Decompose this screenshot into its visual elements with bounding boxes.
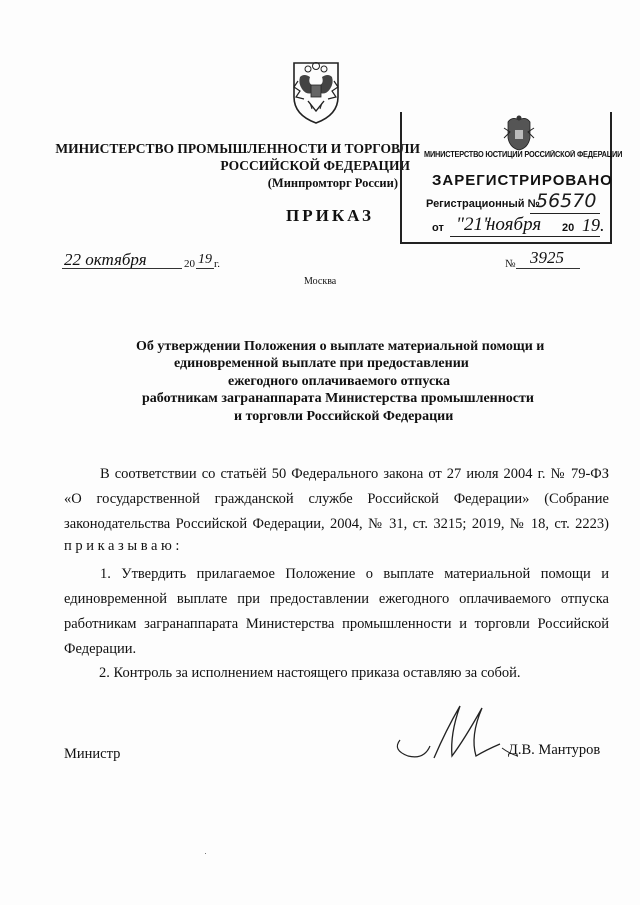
stamp-ministry: МИНИСТЕРСТВО ЮСТИЦИИ РОССИЙСКОЙ ФЕДЕРАЦИИ xyxy=(424,150,623,159)
order-title: ПРИКАЗ xyxy=(286,206,374,225)
ministry-name: МИНИСТЕРСТВО ПРОМЫШЛЕННОСТИ И ТОРГОВЛИ xyxy=(55,141,420,156)
paragraph-line: «О государственной гражданской службе Российской Федерации» (Собрание xyxy=(64,491,609,507)
subject-line: Об утверждении Положения о выплате материальной помощи и xyxy=(136,339,545,354)
ministry-short-name: (Минпромторг России) xyxy=(267,176,398,190)
paragraph-line: работникам загранаппарата Министерства промышленности и торговли Российской xyxy=(64,616,609,632)
date-underline xyxy=(62,268,182,269)
year-underline xyxy=(196,268,214,269)
stamp-registered-label: ЗАРЕГИСТРИРОВАНО xyxy=(432,172,613,189)
registration-stamp xyxy=(400,112,623,244)
minister-title: Министр xyxy=(64,746,121,762)
order-word: приказываю: xyxy=(64,538,184,554)
order-year-handwritten: 19 xyxy=(198,252,212,267)
paragraph-line: В соответствии со статьёй 50 Федерального закона от 27 июля 2004 г. № 79-ФЗ xyxy=(100,466,609,482)
stamp-date-month: ноября xyxy=(486,214,542,235)
order-year-prefix: 20 xyxy=(184,258,195,270)
preamble-paragraph xyxy=(64,462,609,537)
subject-line: и торговли Российской Федерации xyxy=(234,409,454,424)
scan-speck xyxy=(205,853,206,854)
stamp-date-year: 19. xyxy=(582,215,605,235)
order-number-label: № xyxy=(505,258,516,270)
stamp-date-label: от xyxy=(432,222,444,234)
subject-line: единовременной выплате при предоставлении xyxy=(174,356,469,371)
stamp-reg-label: Регистрационный № xyxy=(426,198,540,210)
paragraph-line: законодательства Российской Федерации, 2004, № 31, ст. 3215; 2019, № 18, ст. 2223) xyxy=(64,516,609,532)
stamp-date-day: "21" xyxy=(456,214,491,235)
order-number: 3925 xyxy=(530,248,564,267)
city-name: Москва xyxy=(304,276,337,287)
subject-line: работникам загранаппарата Министерства промышленности xyxy=(142,391,534,406)
stamp-year-prefix: 20 xyxy=(562,222,575,234)
number-underline xyxy=(516,268,580,269)
handwritten-signature-icon xyxy=(390,700,530,770)
stamp-emblem-icon xyxy=(502,114,536,152)
stamp-date-underline xyxy=(450,236,600,237)
paragraph-line: 1. Утвердить прилагаемое Положение о выплате материальной помощи и xyxy=(100,566,609,582)
paragraph-line: Федерации. xyxy=(64,641,137,657)
ministry-country: РОССИЙСКОЙ ФЕДЕРАЦИИ xyxy=(220,158,410,173)
minister-name: Д.В. Мантуров xyxy=(508,742,601,758)
state-emblem-icon xyxy=(290,57,342,125)
stamp-reg-number: 56570 xyxy=(536,190,597,212)
item-1-paragraph xyxy=(64,562,609,662)
order-year-suffix: г. xyxy=(214,258,221,270)
subject-line: ежегодного оплачиваемого отпуска xyxy=(228,374,451,389)
item-2-paragraph: 2. Контроль за исполнением настоящего приказа оставляю за собой. xyxy=(99,665,521,681)
order-date-handwritten: 22 октября xyxy=(64,250,147,269)
paragraph-line: единовременной выплате при предоставлении ежегодного оплачиваемого отпуска xyxy=(64,591,609,607)
